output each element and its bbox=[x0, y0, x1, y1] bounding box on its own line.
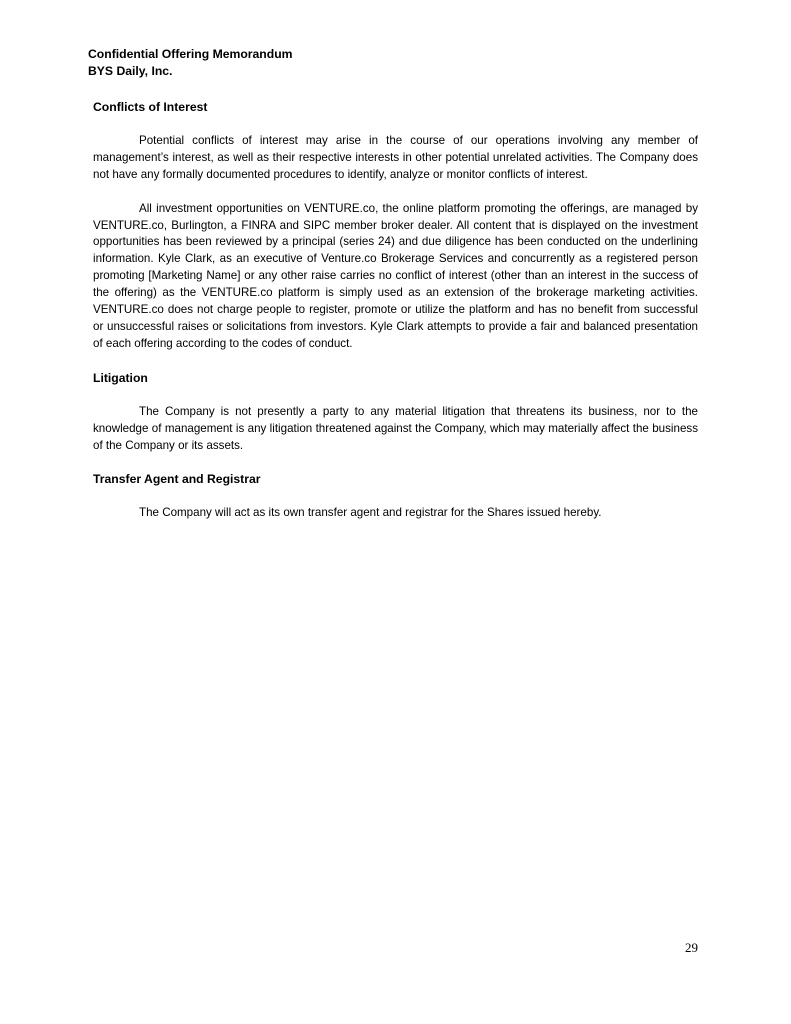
header-company: BYS Daily, Inc. bbox=[88, 64, 173, 78]
document-header bbox=[88, 46, 698, 80]
conflicts-paragraph-1: Potential conflicts of interest may arise in the course of our operations involving any member of management’s interest, as well as their respective interests in other potential unrelated activities. The Company does not have any formally documented procedures to identify, analyze or monitor conflicts of interest. bbox=[93, 133, 698, 181]
transfer-agent-paragraph: The Company will act as its own transfer agent and registrar for the Shares issued hereby. bbox=[139, 506, 602, 520]
litigation-paragraph: The Company is not presently a party to any material litigation that threatens its business, nor to the knowledge of management is any litigation threatened against the Company, which may materially affect the business of the Company or its assets. bbox=[93, 404, 698, 452]
section-heading-conflicts: Conflicts of Interest bbox=[93, 100, 208, 114]
section-heading-transfer-agent: Transfer Agent and Registrar bbox=[93, 472, 261, 487]
conflicts-paragraph-2: All investment opportunities on VENTURE.co, the online platform promoting the offerings, are managed by VENTURE.co, Burlington, a FINRA and SIPC member broker dealer. All content that is displayed on the investment opportunities has been reviewed by a principal (series 24) and due diligence has been conducted on the underlining information. Kyle Clark, as an executive of Venture.co Brokerage Services and concurrently as a registered person promoting [Marketing Name] or any other raise carries no conflict of interest (other than an interest in the success of the offering) as the VENTURE.co platform is simply used as an extension of the brokerage marketing activities. VENTURE.co does not charge people to register, promote or utilize the platform and has no benefit from successful or unsuccessful raises or solicitations from investors. Kyle Clark attempts to provide a fair and balanced presentation of each offering according to the codes of conduct. bbox=[93, 201, 698, 350]
document-body bbox=[93, 99, 698, 539]
page-number: 29 bbox=[685, 940, 698, 955]
section-heading-litigation: Litigation bbox=[93, 370, 148, 385]
header-title: Confidential Offering Memorandum bbox=[88, 47, 293, 61]
